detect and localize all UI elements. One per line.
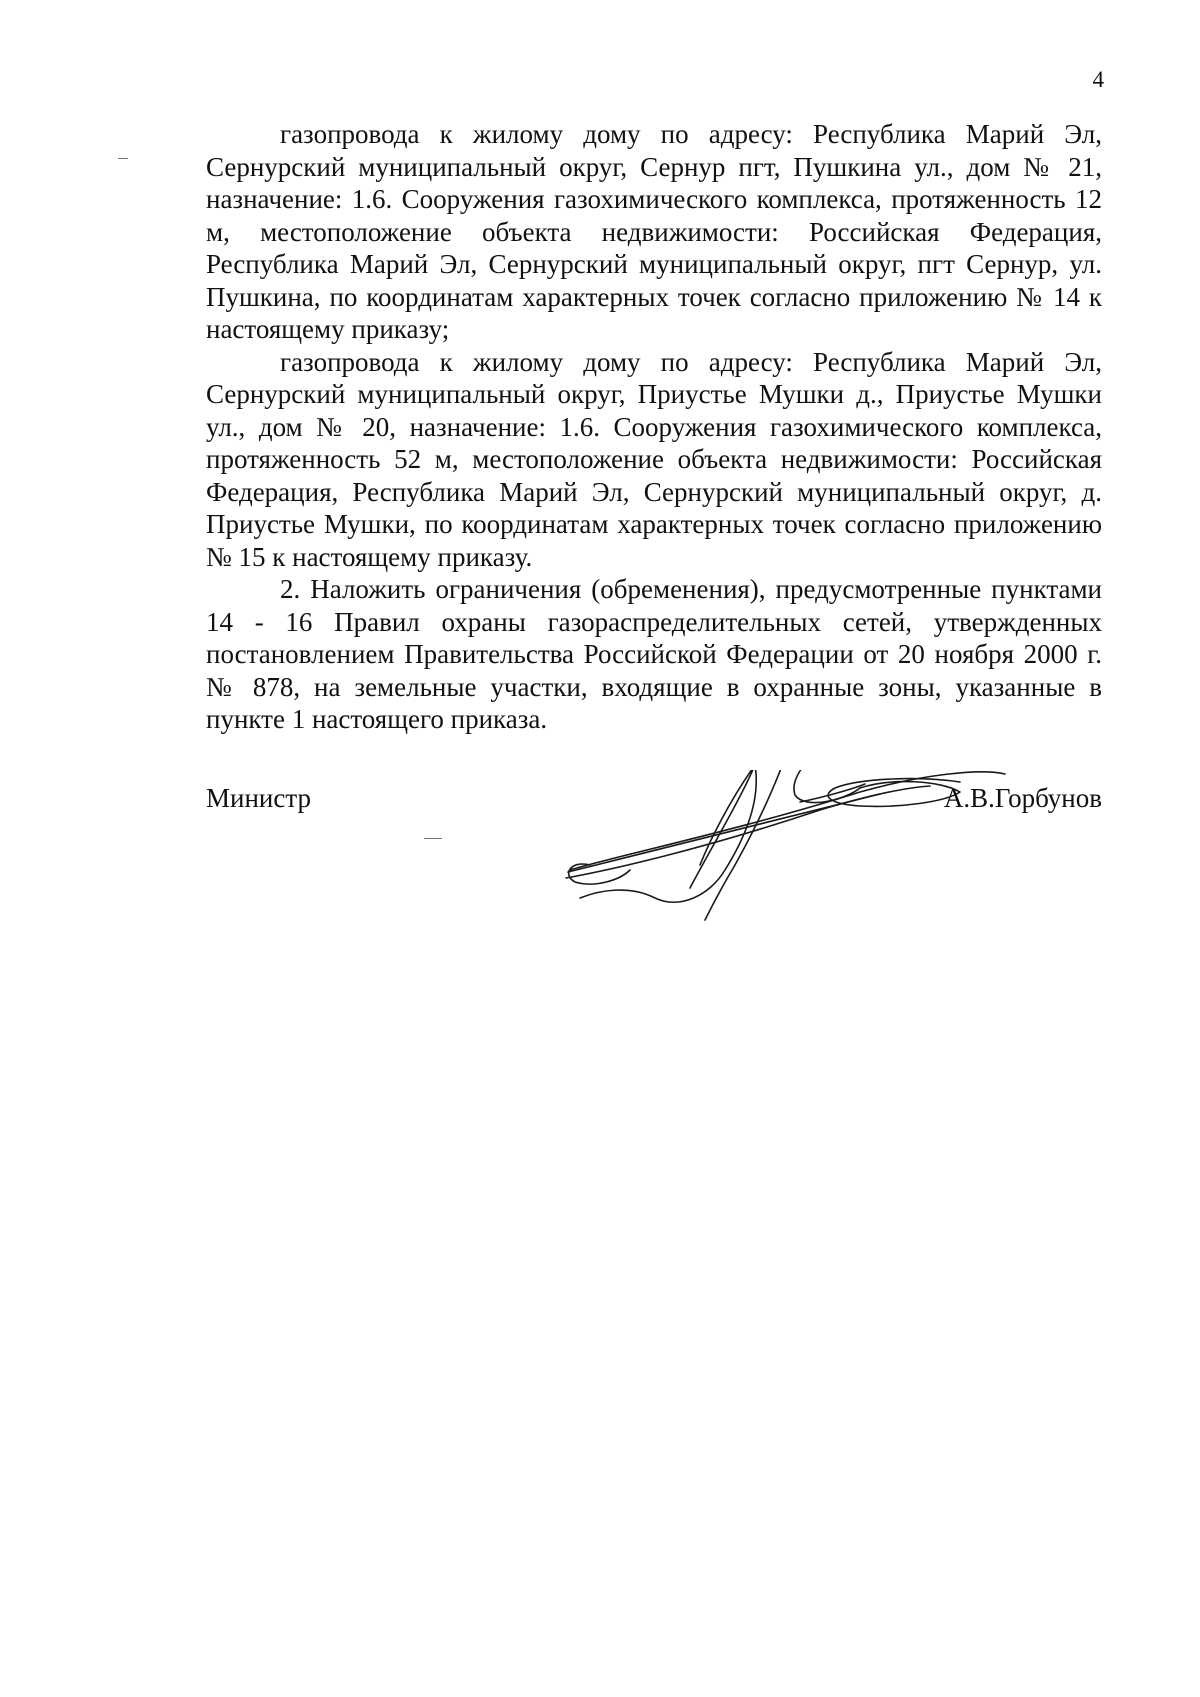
handwritten-signature: [560, 770, 1030, 960]
paragraph-gas-pipeline-pushkina: газопровода к жилому дому по адресу: Республика Марий Эл, Сернурский муниципальный округ, Сернур пгт, Пушкина ул., дом № 21, назначение: 1.6. Сооружения газохимического комплекса, протяженность 12 м, местоположение объекта недвижимости: Российская Федерация, Республика Марий Эл, Сернурский муниципальный округ, пгт Сернур, ул. Пушкина, по координатам характерных точек согласно приложению № 14 к настоящему приказу;: [206, 119, 1102, 344]
document-body: [206, 118, 1102, 736]
scan-speck: [118, 158, 128, 159]
page-number: 4: [1092, 67, 1104, 92]
signer-name: А.В.Горбунов: [943, 783, 1102, 813]
paragraph-gas-pipeline-priustye-mushki: газопровода к жилому дому по адресу: Республика Марий Эл, Сернурский муниципальный округ, Приустье Мушки д., Приустье Мушки ул., дом № 20, назначение: 1.6. Сооружения газохимического комплекса, протяженность 52 м, местоположение объекта недвижимости: Российская Федерация, Республика Марий Эл, Сернурский муниципальный округ, д. Приустье Мушки, по координатам характерных точек согласно приложению № 15 к настоящему приказу.: [206, 346, 1102, 572]
paragraph-restrictions: 2. Наложить ограничения (обременения), предусмотренные пунктами 14 - 16 Правил охраны газораспределительных сетей, утвержденных постановлением Правительства Российской Федерации от 20 ноября 2000 г. № 878, на земельные участки, входящие в охранные зоны, указанные в пункте 1 настоящего приказа.: [206, 574, 1102, 734]
scan-speck: [424, 838, 442, 839]
signer-position: Министр: [206, 783, 311, 813]
